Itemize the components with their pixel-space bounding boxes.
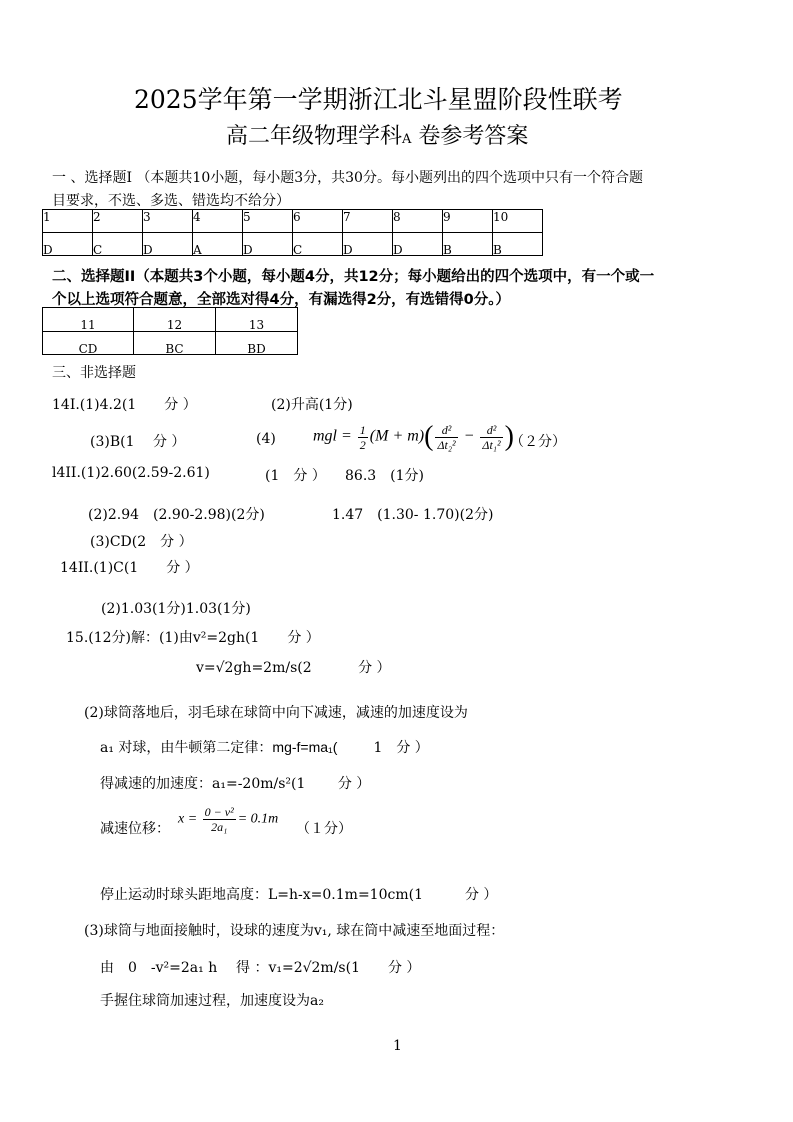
fraction: $\frac{\text{d²}}{\text{Δt₂²}}$ bbox=[437, 422, 456, 452]
fraction: $\frac{1}{2}$ bbox=[359, 422, 366, 452]
section1-answer-table bbox=[42, 209, 543, 256]
table-cell: D bbox=[43, 233, 93, 256]
table-cell: B bbox=[493, 233, 543, 256]
page-title: 2025学年第一学期浙江北斗星盟阶段性联考 bbox=[134, 85, 623, 114]
answer-14II-1c: 86.3 (1分) bbox=[345, 468, 425, 484]
answer-14I-3: (3)B(1 分 ） bbox=[90, 434, 186, 450]
section2-intro-line2: 个以上选项符合题意，全部选对得4分，有漏选得2分，有选错得0分。） bbox=[52, 292, 511, 308]
table-cell: A bbox=[193, 233, 243, 256]
table-cell: BD bbox=[216, 332, 298, 355]
answer-14II-3: (3)CD(2 分 ） bbox=[90, 534, 193, 550]
table-cell: 3 bbox=[143, 210, 193, 233]
answer-14III-1: 14II.(1)C(1 分 ） bbox=[60, 560, 199, 576]
answer-15-1: 15.(12分)解：(1)由v²=2gh(1 分 ） bbox=[66, 630, 320, 646]
section3-heading: 三、非选择题 bbox=[52, 365, 136, 381]
fraction: $\frac{\text{d²}}{\text{Δt₁²}}$ bbox=[482, 422, 501, 452]
table-cell: D bbox=[393, 233, 443, 256]
answer-14II-1a: l4II.(1)2.60(2.59-2.61) bbox=[52, 465, 210, 481]
table-cell: C bbox=[93, 233, 143, 256]
subtitle-main: 高二年级物理学科 bbox=[226, 124, 403, 149]
answer-14II-2b: 1.47 (1.30- 1.70)(2分) bbox=[332, 507, 494, 523]
table-row-questions bbox=[43, 308, 298, 332]
answer-15-8: (3)球筒与地面接触时，设球的速度为v₁, 球在筒中减速至地面过程： bbox=[84, 923, 505, 939]
answer-15-5: 得减速的加速度：a₁=-20m/s²(1 分 ） bbox=[100, 776, 371, 792]
table-cell: 5 bbox=[243, 210, 293, 233]
table-cell: D bbox=[143, 233, 193, 256]
answer-15-6-formula: x = $\frac{\text{0 − v²}}{\text{2a₁}}$ = 0.1m bbox=[178, 805, 279, 834]
table-cell: BC bbox=[134, 332, 216, 355]
table-cell: 11 bbox=[43, 308, 134, 332]
table-cell: 13 bbox=[216, 308, 298, 332]
table-cell: D bbox=[243, 233, 293, 256]
table-cell: 1 bbox=[43, 210, 93, 233]
section2-intro-line1: 二、选择题II（本题共3个小题，每小题4分，共12分；每小题给出的四个选项中，有一个或一 bbox=[52, 269, 655, 285]
answer-14III-2: (2)1.03(1分)1.03(1分) bbox=[101, 601, 251, 617]
table-cell: 10 bbox=[493, 210, 543, 233]
answer-15-9a: 由 0 -v²=2a₁ h bbox=[100, 960, 218, 976]
answer-15-7: 停止运动时球头距地高度：L=h-x=0.1m=10cm(1 分 ） bbox=[100, 887, 498, 903]
table-cell: 2 bbox=[93, 210, 143, 233]
table-cell: CD bbox=[43, 332, 134, 355]
answer-14I-2: (2)升高(1分) bbox=[271, 397, 353, 413]
page-number: 1 bbox=[393, 1038, 402, 1054]
fraction: $\frac{\text{0 − v²}}{\text{2a₁}}$ bbox=[204, 805, 234, 834]
answer-15-9b: 得 ：v₁=2√2m/s(1 分 ） bbox=[236, 960, 421, 976]
table-cell: 6 bbox=[293, 210, 343, 233]
answer-14I-4-label: (4) bbox=[256, 431, 276, 447]
table-row-answers bbox=[43, 332, 298, 355]
table-cell: 9 bbox=[443, 210, 493, 233]
subtitle-version: A bbox=[402, 132, 412, 147]
table-cell: 8 bbox=[393, 210, 443, 233]
table-cell: 4 bbox=[193, 210, 243, 233]
answer-15-6-score: （１分） bbox=[296, 821, 352, 837]
answer-14II-2a: (2)2.94 (2.90-2.98)(2分) bbox=[88, 507, 265, 523]
page-subtitle bbox=[226, 119, 528, 150]
answer-15-6: 减速位移： bbox=[100, 821, 170, 837]
section1-intro-line1: 一 、选择题I （本题共10小题，每小题3分，共30分。每小题列出的四个选项中只有一个符合题 bbox=[52, 170, 643, 186]
table-row-answers bbox=[43, 233, 543, 256]
section2-answer-table bbox=[42, 307, 298, 355]
subtitle-end: 卷参考答案 bbox=[411, 124, 529, 149]
table-cell: 7 bbox=[343, 210, 393, 233]
answer-15-2: v=√2gh=2m/s(2 分 ） bbox=[196, 660, 391, 676]
answer-15-3: (2)球筒落地后，羽毛球在球筒中向下减速，减速的加速度设为 bbox=[84, 705, 468, 721]
answer-15-10: 手握住球筒加速过程，加速度设为a₂ bbox=[100, 993, 324, 1009]
section1-intro-line2: 目要求，不选、多选、错选均不给分） bbox=[52, 193, 290, 209]
answer-14I-4-formula: mgl = $\frac{1}{2}$ (M + m)( $\frac{\text{d²}}{\text{Δt₂²}}$ − $\frac{\text{d²}}{\text{Δt₁²}}$ ) bbox=[313, 421, 514, 452]
table-cell: D bbox=[343, 233, 393, 256]
table-cell: C bbox=[293, 233, 343, 256]
answer-15-4: a₁ 对球，由牛顿第二定律：mg-f=ma₁( 1 分 ） bbox=[100, 739, 429, 756]
table-cell: 12 bbox=[134, 308, 216, 332]
table-row-questions bbox=[43, 210, 543, 233]
answer-14II-1b: (1 分 ） bbox=[265, 468, 326, 484]
answer-14I-1: 14I.(1)4.2(1 分 ） bbox=[52, 397, 197, 413]
table-cell: B bbox=[443, 233, 493, 256]
answer-14I-4-score: （２分） bbox=[510, 434, 566, 450]
